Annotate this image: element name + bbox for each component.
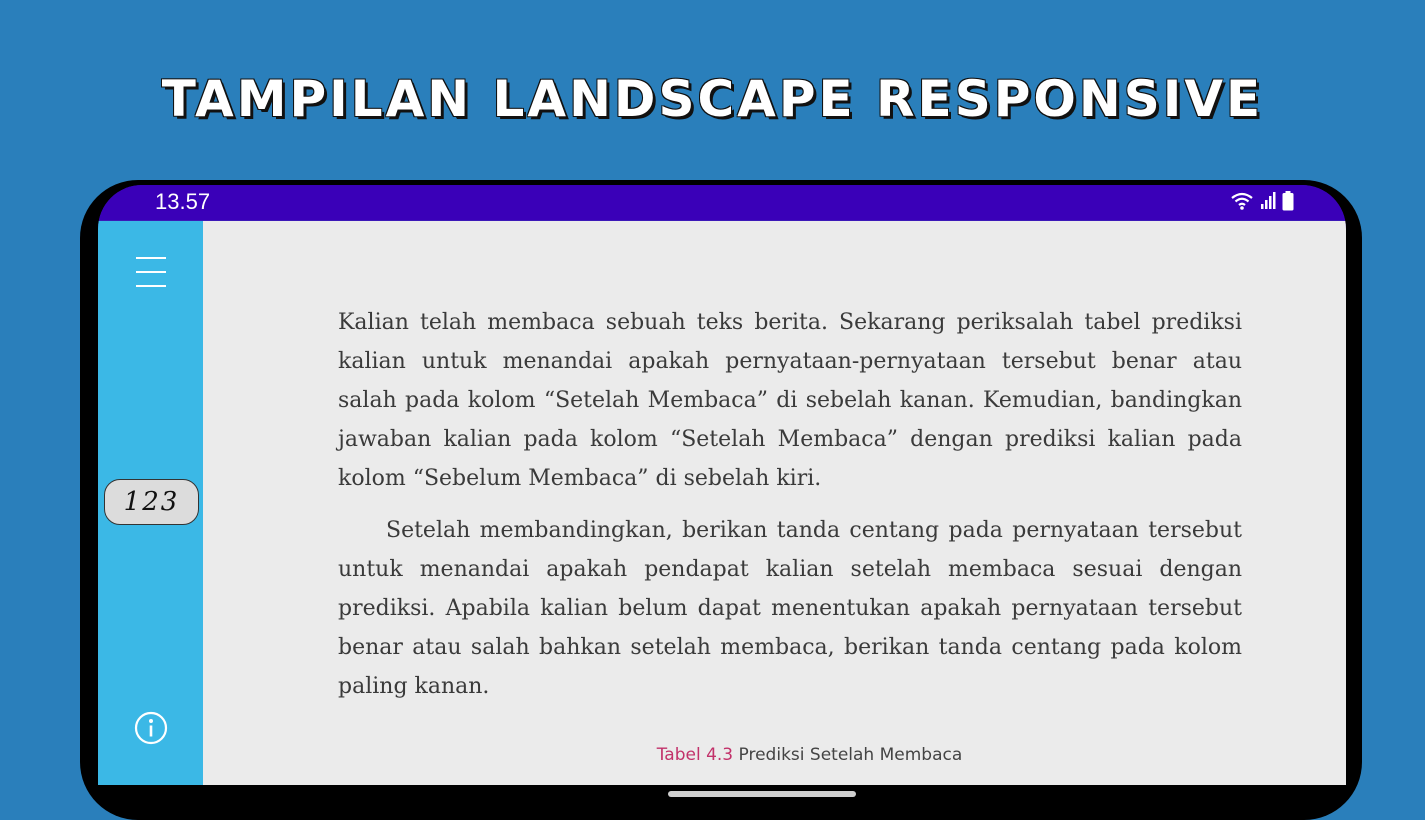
info-icon[interactable] xyxy=(134,711,168,745)
status-bar xyxy=(98,185,1346,220)
status-time: 13.57 xyxy=(155,189,211,214)
wifi-icon xyxy=(1230,191,1254,211)
caption-text: Prediksi Setelah Membaca xyxy=(738,745,963,765)
signal-icon xyxy=(1260,192,1276,210)
paragraph-2: Setelah membandingkan, berikan tanda centang pada pernyataan tersebut untuk menandai apakah pendapat kalian setelah membaca sesuai dengan prediksi. Apabila kalian belum dapat menentukan apakah pernyataan tersebut benar atau salah bahkan setelah membaca, berikan tanda centang pada kolom paling kanan. xyxy=(338,518,1242,699)
hamburger-menu-icon[interactable] xyxy=(136,257,166,291)
phone-screen xyxy=(98,185,1346,785)
sidebar xyxy=(98,221,203,785)
battery-icon xyxy=(1282,191,1294,211)
gesture-nav-bar[interactable] xyxy=(668,791,856,797)
table-caption xyxy=(203,745,1346,765)
page-content xyxy=(203,221,1346,785)
status-icons xyxy=(1230,191,1294,211)
caption-number: Tabel 4.3 xyxy=(656,745,734,765)
banner-title: TAMPILAN LANDSCAPE RESPONSIVE xyxy=(161,70,1264,128)
page-number-button[interactable]: 123 xyxy=(104,479,199,525)
paragraph-1: Kalian telah membaca sebuah teks berita. Sekarang periksalah tabel prediksi kalian untuk menandai apakah pernyataan-pernyataan tersebut benar atau salah pada kolom “Setelah Membaca” di sebelah kanan. Kemudian, bandingkan jawaban kalian pada kolom “Setelah Membaca” dengan prediksi kalian pada kolom “Sebelum Membaca” di sebelah kiri. xyxy=(338,310,1242,491)
